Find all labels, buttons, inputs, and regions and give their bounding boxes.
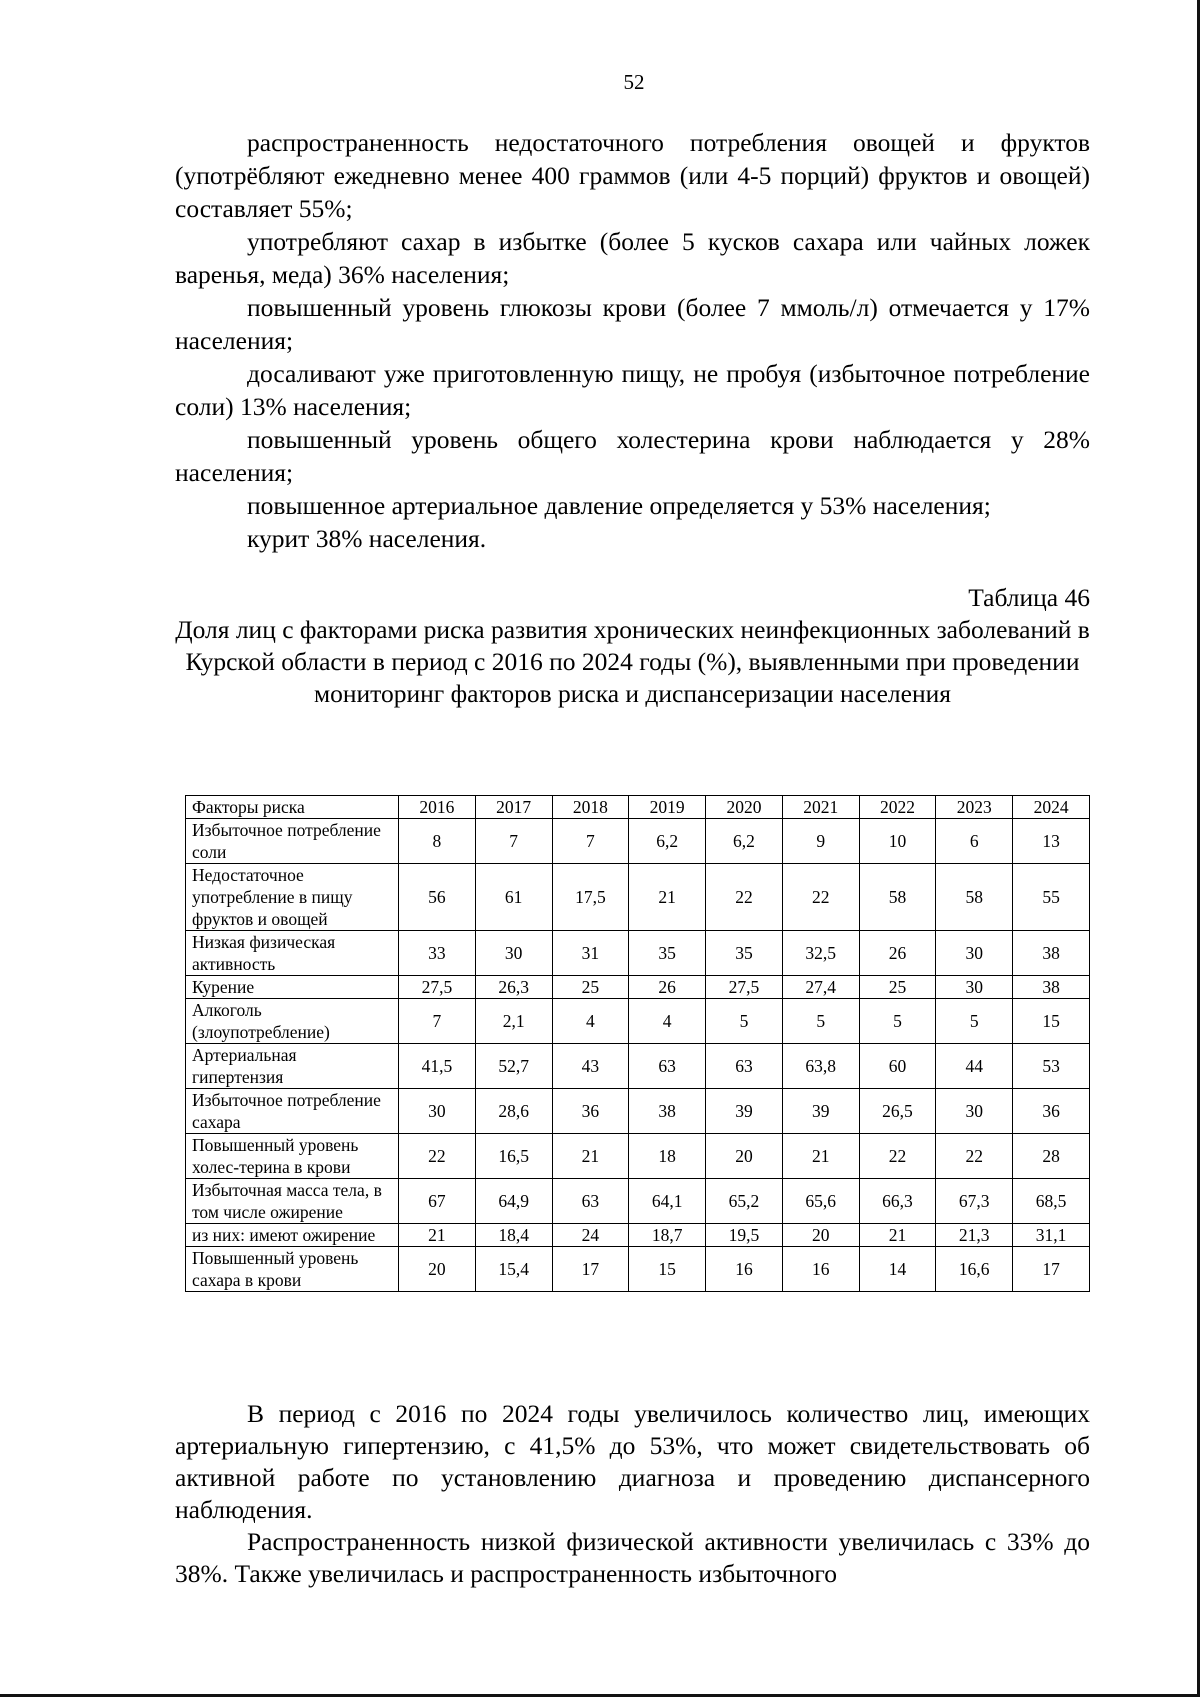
table-row [186, 1044, 1090, 1089]
table-row [186, 864, 1090, 931]
value-cell: 52,7 [475, 1044, 552, 1089]
value-cell: 68,5 [1013, 1179, 1090, 1224]
value-cell: 21,3 [936, 1224, 1013, 1247]
value-cell: 35 [706, 931, 783, 976]
table-row [186, 819, 1090, 864]
value-cell: 61 [475, 864, 552, 931]
value-cell: 8 [399, 819, 476, 864]
factor-cell: Избыточная масса тела, в том числе ожирение [186, 1179, 399, 1224]
value-cell: 4 [552, 999, 629, 1044]
value-cell: 53 [1013, 1044, 1090, 1089]
value-cell: 58 [859, 864, 936, 931]
table-row [186, 976, 1090, 999]
value-cell: 67 [399, 1179, 476, 1224]
value-cell: 31,1 [1013, 1224, 1090, 1247]
value-cell: 26 [859, 931, 936, 976]
table-row [186, 1179, 1090, 1224]
value-cell: 5 [706, 999, 783, 1044]
value-cell: 21 [629, 864, 706, 931]
value-cell: 33 [399, 931, 476, 976]
intro-paragraph: употребляют сахар в избытке (более 5 кусков сахара или чайных ложек варенья, меда) 36% населения; [175, 227, 1090, 289]
value-cell: 39 [706, 1089, 783, 1134]
value-cell: 15,4 [475, 1247, 552, 1292]
value-cell: 26,3 [475, 976, 552, 999]
header-cell: 2024 [1013, 796, 1090, 819]
value-cell: 30 [475, 931, 552, 976]
value-cell: 5 [782, 999, 859, 1044]
conclusion-text [175, 1398, 1090, 1590]
value-cell: 63 [706, 1044, 783, 1089]
value-cell: 6 [936, 819, 1013, 864]
value-cell: 2,1 [475, 999, 552, 1044]
value-cell: 67,3 [936, 1179, 1013, 1224]
header-cell: 2017 [475, 796, 552, 819]
value-cell: 21 [399, 1224, 476, 1247]
header-cell: 2016 [399, 796, 476, 819]
factor-cell: Недостаточное употребление в пищу фруктов и овощей [186, 864, 399, 931]
value-cell: 65,2 [706, 1179, 783, 1224]
value-cell: 38 [1013, 976, 1090, 999]
value-cell: 30 [936, 931, 1013, 976]
value-cell: 38 [629, 1089, 706, 1134]
value-cell: 64,9 [475, 1179, 552, 1224]
value-cell: 25 [859, 976, 936, 999]
intro-paragraph: курит 38% населения. [247, 524, 487, 553]
table-label: Таблица 46 [968, 583, 1090, 612]
table-row [186, 1247, 1090, 1292]
risk-factors-table [185, 795, 1090, 1292]
value-cell: 7 [399, 999, 476, 1044]
factor-cell: Избыточное потребление сахара [186, 1089, 399, 1134]
value-cell: 13 [1013, 819, 1090, 864]
factor-cell: Курение [186, 976, 399, 999]
value-cell: 17,5 [552, 864, 629, 931]
header-cell: 2020 [706, 796, 783, 819]
table-title: Доля лиц с факторами риска развития хронических неинфекционных заболеваний в Курской области в период с 2016 по 2024 годы (%), выявленными при проведении мониторинг факторов риска и диспансеризации населения [175, 615, 1090, 708]
value-cell: 30 [936, 976, 1013, 999]
value-cell: 56 [399, 864, 476, 931]
header-cell: 2023 [936, 796, 1013, 819]
value-cell: 63 [552, 1179, 629, 1224]
value-cell: 10 [859, 819, 936, 864]
value-cell: 27,4 [782, 976, 859, 999]
value-cell: 18 [629, 1134, 706, 1179]
value-cell: 26 [629, 976, 706, 999]
value-cell: 60 [859, 1044, 936, 1089]
header-cell: 2018 [552, 796, 629, 819]
table-header-row [186, 796, 1090, 819]
value-cell: 26,5 [859, 1089, 936, 1134]
value-cell: 21 [552, 1134, 629, 1179]
page-number: 52 [623, 70, 645, 94]
value-cell: 6,2 [706, 819, 783, 864]
conclusion-paragraph: Распространенность низкой физической активности увеличилась с 33% до 38%. Также увеличилась и распространенность избыточного [175, 1527, 1090, 1588]
intro-paragraph: повышенный уровень общего холестерина крови наблюдается у 28% населения; [175, 425, 1090, 487]
value-cell: 24 [552, 1224, 629, 1247]
intro-paragraph: распространенность недостаточного потребления овощей и фруктов (употрёбляют ежедневно менее 400 граммов (или 4-5 порций) фруктов и овощей) составляет 55%; [175, 128, 1090, 223]
value-cell: 38 [1013, 931, 1090, 976]
value-cell: 20 [399, 1247, 476, 1292]
value-cell: 35 [629, 931, 706, 976]
value-cell: 22 [706, 864, 783, 931]
intro-text [175, 126, 1090, 555]
header-cell: Факторы риска [186, 796, 399, 819]
value-cell: 21 [859, 1224, 936, 1247]
value-cell: 32,5 [782, 931, 859, 976]
value-cell: 41,5 [399, 1044, 476, 1089]
value-cell: 43 [552, 1044, 629, 1089]
value-cell: 16,5 [475, 1134, 552, 1179]
value-cell: 18,4 [475, 1224, 552, 1247]
value-cell: 44 [936, 1044, 1013, 1089]
table-row [186, 931, 1090, 976]
header-cell: 2022 [859, 796, 936, 819]
value-cell: 22 [782, 864, 859, 931]
factor-cell: из них: имеют ожирение [186, 1224, 399, 1247]
value-cell: 30 [399, 1089, 476, 1134]
value-cell: 63,8 [782, 1044, 859, 1089]
factor-cell: Повышенный уровень сахара в крови [186, 1247, 399, 1292]
value-cell: 9 [782, 819, 859, 864]
value-cell: 30 [936, 1089, 1013, 1134]
value-cell: 17 [1013, 1247, 1090, 1292]
value-cell: 15 [1013, 999, 1090, 1044]
value-cell: 5 [936, 999, 1013, 1044]
value-cell: 21 [782, 1134, 859, 1179]
value-cell: 39 [782, 1089, 859, 1134]
value-cell: 5 [859, 999, 936, 1044]
value-cell: 20 [782, 1224, 859, 1247]
value-cell: 15 [629, 1247, 706, 1292]
value-cell: 16 [782, 1247, 859, 1292]
value-cell: 28,6 [475, 1089, 552, 1134]
intro-paragraph: повышенный уровень глюкозы крови (более 7 ммоль/л) отмечается у 17% населения; [175, 293, 1090, 355]
value-cell: 6,2 [629, 819, 706, 864]
value-cell: 63 [629, 1044, 706, 1089]
value-cell: 36 [552, 1089, 629, 1134]
value-cell: 27,5 [706, 976, 783, 999]
value-cell: 66,3 [859, 1179, 936, 1224]
value-cell: 17 [552, 1247, 629, 1292]
factor-cell: Артериальная гипертензия [186, 1044, 399, 1089]
value-cell: 14 [859, 1247, 936, 1292]
table-row [186, 1134, 1090, 1179]
intro-paragraph: повышенное артериальное давление определяется у 53% населения; [247, 491, 991, 520]
value-cell: 22 [399, 1134, 476, 1179]
table-row [186, 999, 1090, 1044]
intro-paragraph: досаливают уже приготовленную пищу, не пробуя (избыточное потребление соли) 13% населения; [175, 359, 1090, 421]
value-cell: 16 [706, 1247, 783, 1292]
value-cell: 28 [1013, 1134, 1090, 1179]
value-cell: 18,7 [629, 1224, 706, 1247]
value-cell: 7 [475, 819, 552, 864]
factor-cell: Низкая физическая активность [186, 931, 399, 976]
value-cell: 55 [1013, 864, 1090, 931]
value-cell: 22 [859, 1134, 936, 1179]
value-cell: 16,6 [936, 1247, 1013, 1292]
header-cell: 2019 [629, 796, 706, 819]
factor-cell: Повышенный уровень холес-терина в крови [186, 1134, 399, 1179]
value-cell: 58 [936, 864, 1013, 931]
value-cell: 27,5 [399, 976, 476, 999]
value-cell: 31 [552, 931, 629, 976]
conclusion-paragraph: В период с 2016 по 2024 годы увеличилось количество лиц, имеющих артериальную гипертензию, с 41,5% до 53%, что может свидетельствовать об активной работе по установлению диагноза и проведению диспансерного наблюдения. [175, 1399, 1090, 1524]
value-cell: 7 [552, 819, 629, 864]
factor-cell: Алкоголь (злоупотребление) [186, 999, 399, 1044]
table-row [186, 1089, 1090, 1134]
table-row [186, 1224, 1090, 1247]
value-cell: 25 [552, 976, 629, 999]
value-cell: 22 [936, 1134, 1013, 1179]
table-body [186, 819, 1090, 1292]
value-cell: 20 [706, 1134, 783, 1179]
value-cell: 65,6 [782, 1179, 859, 1224]
value-cell: 4 [629, 999, 706, 1044]
factor-cell: Избыточное потребление соли [186, 819, 399, 864]
header-cell: 2021 [782, 796, 859, 819]
value-cell: 36 [1013, 1089, 1090, 1134]
value-cell: 64,1 [629, 1179, 706, 1224]
value-cell: 19,5 [706, 1224, 783, 1247]
